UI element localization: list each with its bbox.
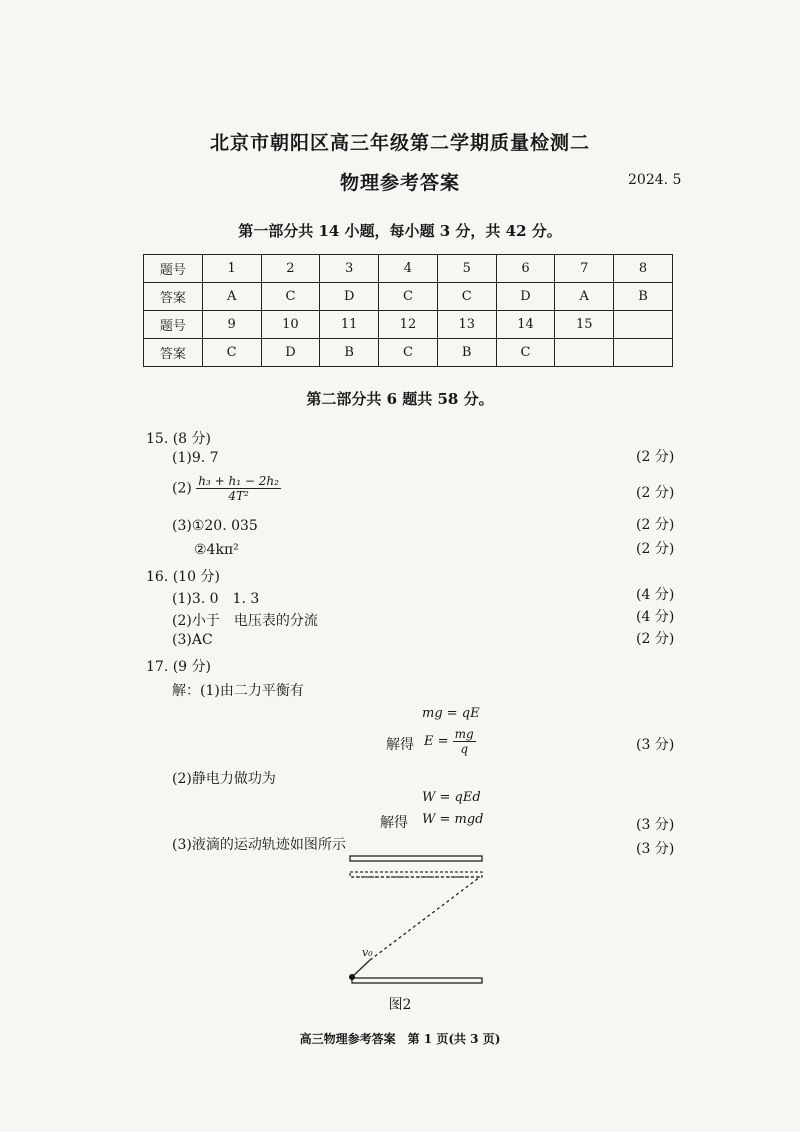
table-cell: 3 [320, 255, 379, 283]
q17-equation-4: W = mgd [422, 812, 484, 827]
table-header-cell: 题号 [144, 255, 203, 283]
q17-solve-label-2: 解得 [380, 815, 408, 831]
q15-title: 15. (8 分) [146, 431, 211, 447]
q17-score-2: (3 分) [636, 817, 675, 833]
table-cell: 8 [614, 255, 673, 283]
table-cell: 5 [437, 255, 496, 283]
table-row [144, 339, 673, 367]
part1-heading: 第一部分共 14 小题，每小题 3 分，共 42 分。 [238, 222, 562, 240]
table-cell: 4 [379, 255, 438, 283]
table-row [144, 255, 673, 283]
table-cell: B [437, 339, 496, 367]
velocity-label: v₀ [362, 946, 373, 959]
table-row [144, 311, 673, 339]
q16-score-2: (4 分) [636, 609, 675, 625]
table-cell: 13 [437, 311, 496, 339]
upper-plate [350, 856, 482, 861]
table-cell: 9 [202, 311, 261, 339]
table-cell: B [614, 283, 673, 311]
q17-equation-2 [424, 727, 476, 756]
answer-table [143, 254, 673, 367]
q16-answer-1: (1)3. 0 1. 3 [172, 591, 260, 607]
dashed-plate-outline [350, 872, 482, 877]
velocity-vector [352, 960, 370, 977]
table-cell: C [202, 339, 261, 367]
q17-solve-label-1: 解得 [386, 737, 414, 753]
table-cell: C [261, 283, 320, 311]
q16-answer-3: (3)AC [172, 632, 213, 648]
q16-answer-2: (2)小于 电压表的分流 [172, 613, 318, 629]
table-cell: 10 [261, 311, 320, 339]
table-cell: A [555, 283, 614, 311]
table-cell [614, 339, 673, 367]
table-cell: 6 [496, 255, 555, 283]
table-header-cell: 答案 [144, 339, 203, 367]
q17-fraction [453, 727, 476, 756]
q17-line-2: (2)静电力做功为 [172, 771, 276, 787]
q17-line-3: (3)液滴的运动轨迹如图所示 [172, 837, 346, 853]
fraction-denominator: q [460, 742, 469, 756]
table-cell: D [496, 283, 555, 311]
q15-answer-4: ②4kπ² [194, 542, 239, 558]
lower-plate [352, 978, 482, 983]
table-cell: 15 [555, 311, 614, 339]
q17-title: 17. (9 分) [146, 659, 211, 675]
table-cell: 7 [555, 255, 614, 283]
q17-line-1: 解：(1)由二力平衡有 [172, 683, 304, 699]
part2-heading: 第二部分共 6 题共 58 分。 [306, 390, 494, 408]
exam-date: 2024. 5 [628, 172, 682, 188]
table-header-cell: 题号 [144, 311, 203, 339]
table-cell: C [379, 339, 438, 367]
table-cell: 12 [379, 311, 438, 339]
q15-score-2: (2 分) [636, 485, 675, 501]
figure-caption: 图2 [388, 997, 412, 1013]
trajectory-figure [340, 850, 500, 990]
q17-equation-1: mg = qE [422, 706, 480, 721]
page-title: 北京市朝阳区高三年级第二学期质量检测二 [209, 132, 590, 154]
q15-answer-2-prefix: (2) [172, 480, 192, 497]
q15-answer-2 [172, 474, 281, 503]
q17-equation-3: W = qEd [422, 790, 481, 805]
page-subtitle: 物理参考答案 [339, 172, 460, 194]
page-footer: 高三物理参考答案 第 1 页(共 3 页) [299, 1032, 501, 1046]
table-cell: 14 [496, 311, 555, 339]
table-cell: 11 [320, 311, 379, 339]
fraction-numerator: mg [454, 727, 474, 741]
table-cell: C [437, 283, 496, 311]
table-header-cell: 答案 [144, 283, 203, 311]
table-row [144, 283, 673, 311]
q16-score-3: (2 分) [636, 631, 675, 647]
table-cell: 2 [261, 255, 320, 283]
q17-score-1: (3 分) [636, 737, 675, 753]
equation-lhs: E = [424, 734, 449, 749]
q15-score-1: (2 分) [636, 449, 675, 465]
fraction-denominator: 4T² [228, 489, 249, 503]
q15-answer-1: (1)9. 7 [172, 450, 219, 466]
table-cell: A [202, 283, 261, 311]
q16-score-1: (4 分) [636, 587, 675, 603]
table-cell: 1 [202, 255, 261, 283]
table-cell: B [320, 339, 379, 367]
droplet [349, 974, 355, 980]
table-cell: C [379, 283, 438, 311]
q17-score-3: (3 分) [636, 841, 675, 857]
table-cell [555, 339, 614, 367]
table-cell: D [320, 283, 379, 311]
q15-score-3: (2 分) [636, 517, 675, 533]
table-cell: D [261, 339, 320, 367]
q15-answer-3: (3)①20. 035 [172, 518, 258, 534]
table-cell: C [496, 339, 555, 367]
q15-score-4: (2 分) [636, 541, 675, 557]
q15-fraction [196, 474, 281, 503]
q16-title: 16. (10 分) [146, 569, 220, 585]
fraction-numerator: h₃ + h₁ − 2h₂ [198, 474, 279, 488]
table-cell [614, 311, 673, 339]
